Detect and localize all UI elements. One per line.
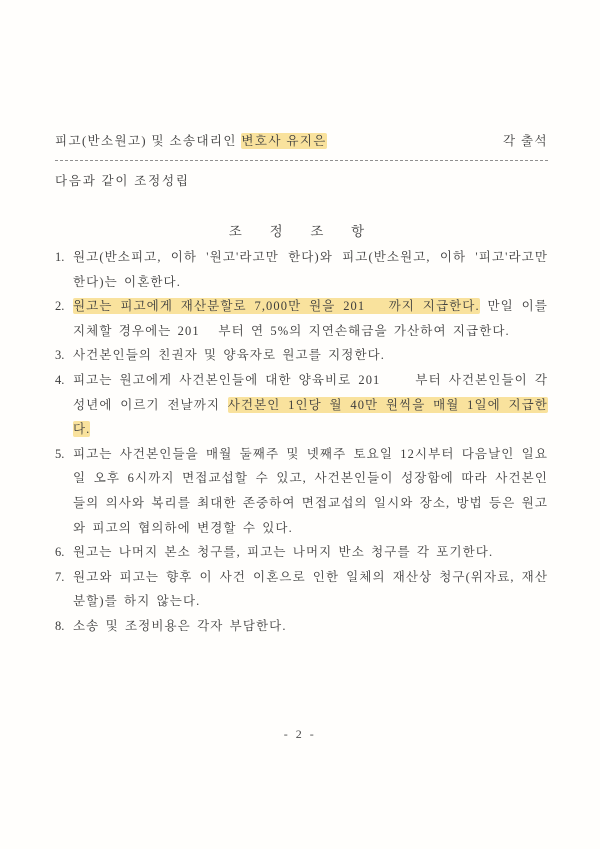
item-segment: 만일 이를 지체할 경우에는 201 부터 연 5%의 지연손해금을 가산하여 지급한다. xyxy=(73,299,548,338)
item-number: 8. xyxy=(55,618,65,633)
item-text xyxy=(73,343,548,368)
item-number: 1. xyxy=(55,250,65,264)
clause-item-4 xyxy=(55,368,548,442)
document-header xyxy=(55,131,548,189)
item-text xyxy=(73,540,548,565)
clause-item-3 xyxy=(55,343,548,368)
item-number: 2. xyxy=(55,299,65,314)
item-number: 3. xyxy=(55,348,65,363)
clause-list xyxy=(55,245,548,639)
item-text xyxy=(73,442,548,540)
item-segment: 원고(반소피고, 이하 '원고'라고만 한다)와 피고(반소원고, 이하 '피고'라고만 한다)는 이혼한다. xyxy=(73,250,548,289)
item-segment: 원고는 나머지 본소 청구를, 피고는 나머지 반소 청구를 각 포기한다. xyxy=(73,545,494,560)
attorney-name-highlight: 변호사 유지은 xyxy=(241,134,327,148)
item-text xyxy=(73,245,548,294)
appearance-line xyxy=(55,131,548,149)
mediation-established-text: 다음과 같이 조정성립 xyxy=(55,174,190,188)
item-text xyxy=(73,614,548,639)
item-text xyxy=(73,565,548,614)
item-segment: 원고와 피고는 향후 이 사건 이혼으로 인한 일체의 재산상 청구(위자료, 재산분할)를 하지 않는다. xyxy=(73,569,548,609)
dashed-divider xyxy=(55,160,548,161)
clause-item-5 xyxy=(55,442,548,540)
clause-item-2 xyxy=(55,294,548,343)
item-text xyxy=(73,368,548,442)
item-number: 6. xyxy=(55,545,65,560)
party-representative-text xyxy=(55,131,327,149)
page-title: 조 정 조 항 xyxy=(228,224,372,239)
highlighted-text: 사건본인 1인당 월 40만 원씩을 매월 1일에 지급한다. xyxy=(73,397,548,437)
clause-item-6 xyxy=(55,540,548,565)
item-segment: 피고는 원고에게 사건본인들에 대한 양육비로 201 부터 사건본인들이 각 성년에 이르기 전날까지 xyxy=(73,372,548,412)
item-segment: 피고는 사건본인들을 매월 둘째주 및 넷째주 토요일 12시부터 다음날인 일요일 오후 6시까지 면접교섭할 수 있고, 사건본인들이 성장함에 따라 사건본인들의 의사와 복리를 최대한 존중하여 면접교섭의 일시와 장소, 방법 등은 원고와 피고의 협의하에 변경할 수 있다. xyxy=(73,446,548,535)
item-number: 5. xyxy=(55,446,65,461)
item-segment: 사건본인들의 친권자 및 양육자로 원고를 지정한다. xyxy=(73,348,386,363)
attendance-status-text: 각 출석 xyxy=(503,134,548,148)
page-number: - 2 - xyxy=(283,727,317,741)
clause-item-7 xyxy=(55,565,548,614)
highlighted-text: 원고는 피고에게 재산분할로 7,000만 원을 201 까지 지급한다. xyxy=(73,299,480,314)
item-text xyxy=(73,294,548,343)
item-segment: 소송 및 조정비용은 각자 부담한다. xyxy=(73,618,287,633)
item-number: 4. xyxy=(55,372,65,387)
clause-item-1 xyxy=(55,245,548,294)
party-text: 피고(반소원고) 및 소송대리인 xyxy=(55,134,242,148)
item-number: 7. xyxy=(55,569,65,584)
clause-item-8 xyxy=(55,614,548,639)
